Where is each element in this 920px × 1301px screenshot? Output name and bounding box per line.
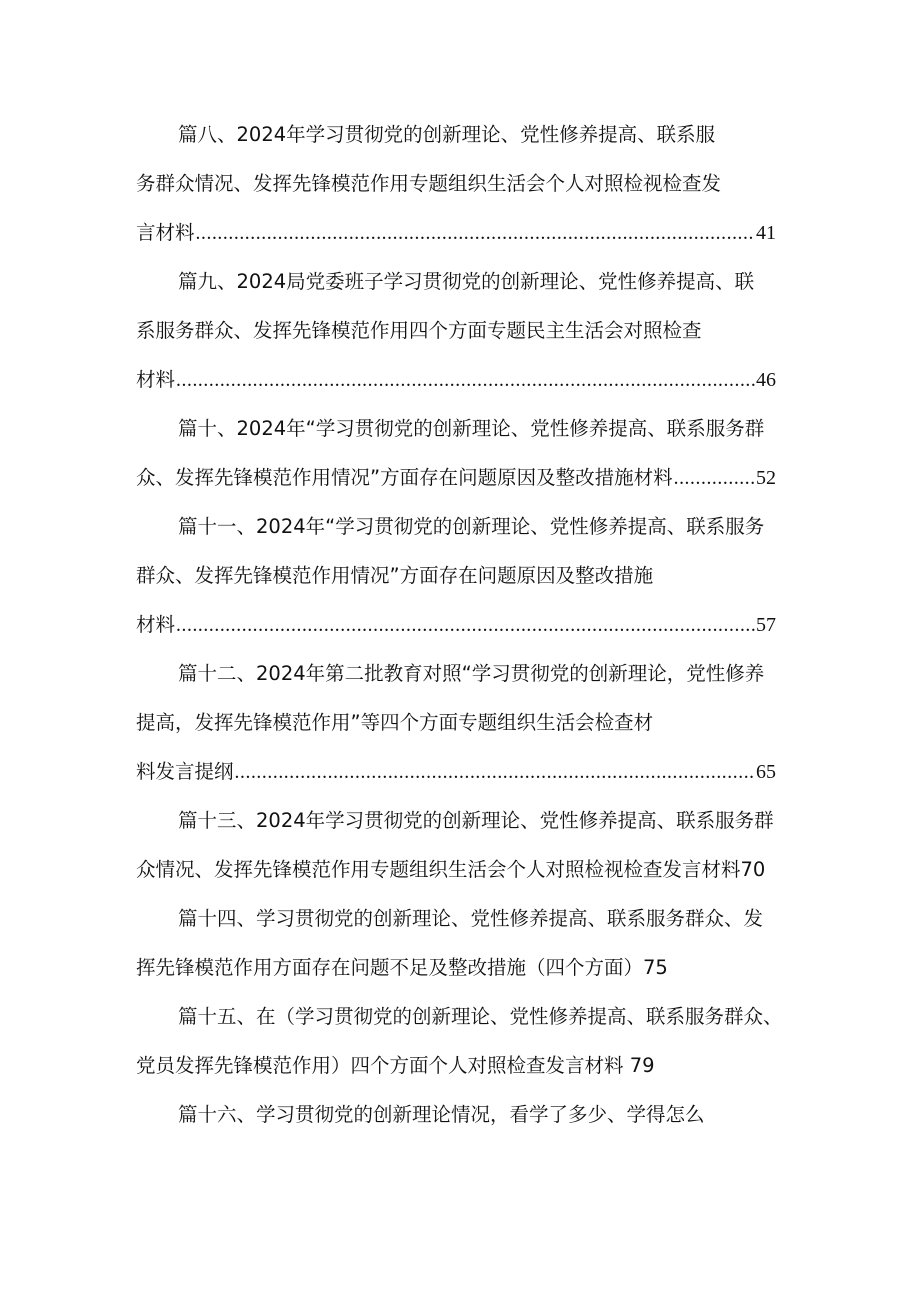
toc-entry-15-line-1: 篇十五、在（学习贯彻党的创新理论、党性修养提高、联系服务群众、 — [178, 1005, 783, 1028]
toc-entry-11-line-3 — [136, 605, 776, 645]
toc-entry-12-line-3 — [136, 752, 776, 792]
toc-entry-8-line-3 — [136, 213, 776, 253]
dot-leader — [674, 459, 755, 498]
toc-entry-9-text: 材料 — [136, 368, 176, 391]
toc-entry-8-line-1: 篇八、2024年学习贯彻党的创新理论、党性修养提高、联系服 — [178, 123, 716, 146]
toc-entry-10-page-number: 52 — [756, 467, 776, 489]
dot-leader — [176, 606, 755, 645]
toc-entry-8-text: 言材料 — [136, 221, 195, 244]
toc-entry-11-page-number: 57 — [756, 614, 776, 636]
toc-entry-13-line-2: 众情况、发挥先锋模范作用专题组织生活会个人对照检视检查发言材料70 — [136, 858, 766, 881]
toc-entry-8-line-2: 务群众情况、发挥先锋模范作用专题组织生活会个人对照检视检查发 — [136, 172, 722, 195]
toc-entry-8-page-number: 41 — [756, 222, 776, 244]
dot-leader — [235, 753, 755, 792]
toc-entry-9-line-3 — [136, 360, 776, 400]
toc-entry-10-text: 众、发挥先锋模范作用情况”方面存在问题原因及整改措施材料 — [136, 466, 673, 489]
toc-entry-12-page-number: 65 — [756, 761, 776, 783]
toc-entry-11-line-2: 群众、发挥先锋模范作用情况”方面存在问题原因及整改措施 — [136, 564, 654, 587]
toc-entry-12-text: 料发言提纲 — [136, 760, 234, 783]
toc-entry-10-line-1: 篇十、2024年“学习贯彻党的创新理论、党性修养提高、联系服务群 — [178, 417, 765, 440]
toc-entry-9-line-1: 篇九、2024局党委班子学习贯彻党的创新理论、党性修养提高、联 — [178, 270, 755, 293]
toc-entry-13-line-1: 篇十三、2024年学习贯彻党的创新理论、党性修养提高、联系服务群 — [178, 809, 774, 832]
toc-entry-10-line-2 — [136, 458, 776, 498]
toc-entry-14-line-2: 挥先锋模范作用方面存在问题不足及整改措施（四个方面）75 — [136, 956, 668, 979]
dot-leader — [196, 214, 755, 253]
toc-entry-12-line-1: 篇十二、2024年第二批教育对照“学习贯彻党的创新理论，党性修养 — [178, 662, 765, 685]
toc-entry-14-line-1: 篇十四、学习贯彻党的创新理论、党性修养提高、联系服务群众、发 — [178, 907, 764, 930]
toc-entry-15-line-2: 党员发挥先锋模范作用）四个方面个人对照检查发言材料 79 — [136, 1054, 655, 1077]
toc-entry-16-line-1: 篇十六、学习贯彻党的创新理论情况，看学了多少、学得怎么 — [178, 1103, 705, 1126]
toc-entry-9-page-number: 46 — [756, 369, 776, 391]
dot-leader — [176, 361, 755, 400]
toc-entry-9-line-2: 系服务群众、发挥先锋模范作用四个方面专题民主生活会对照检查 — [136, 319, 702, 342]
toc-entry-12-line-2: 提高，发挥先锋模范作用”等四个方面专题组织生活会检查材 — [136, 711, 654, 734]
toc-entry-11-text: 材料 — [136, 613, 176, 636]
toc-entry-11-line-1: 篇十一、2024年“学习贯彻党的创新理论、党性修养提高、联系服务 — [178, 515, 765, 538]
